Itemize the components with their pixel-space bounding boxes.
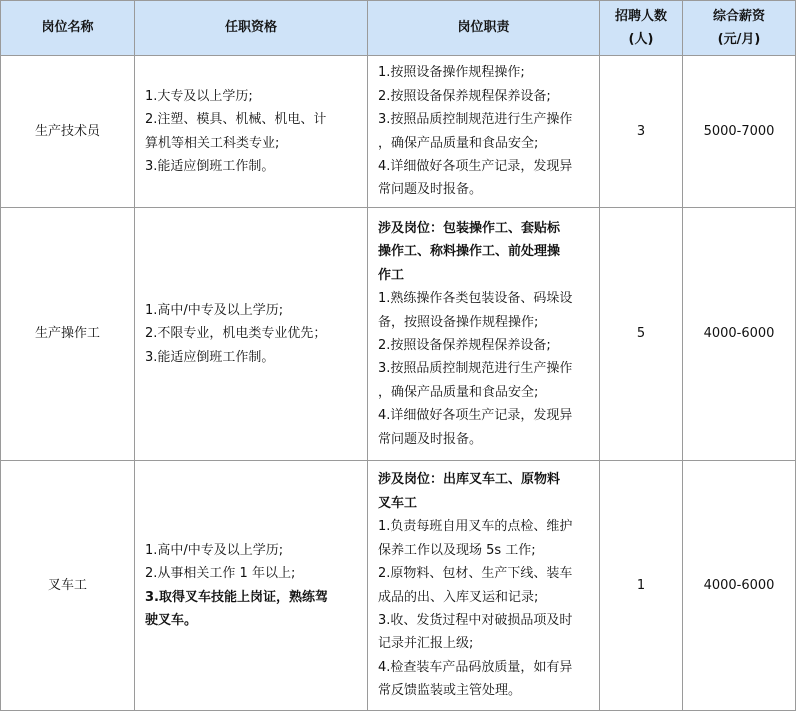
- duties-heading: [378, 468, 593, 515]
- text-line: 3.按照品质控制规范进行生产操作: [378, 361, 573, 377]
- count-cell: 5: [600, 208, 683, 461]
- text-line: 2.按照设备保养规程保养设备;: [378, 88, 551, 104]
- text-line: 操作工、称料操作工、前处理操: [378, 244, 561, 260]
- position-name-cell: 生产技术员: [1, 56, 135, 208]
- duties-list: [378, 515, 593, 702]
- text-line: 算机等相关工科类专业;: [145, 135, 280, 151]
- table-row: [1, 208, 796, 461]
- qualification-cell: [135, 56, 368, 208]
- text-line: 涉及岗位：出库叉车工、原物料: [378, 472, 561, 488]
- text-line: 备，按照设备操作规程操作;: [378, 314, 539, 330]
- text-line: 作工: [378, 267, 405, 283]
- header-count-line2: (人): [628, 32, 654, 47]
- header-position-name: 岗位名称: [1, 1, 135, 56]
- text-line: 4.详细做好各项生产记录，发现异: [378, 158, 573, 174]
- text-line: 叉车工: [378, 495, 418, 511]
- duties-heading: [378, 217, 593, 287]
- text-line: 1.大专及以上学历;: [145, 88, 253, 104]
- text-line: 2.按照设备保养规程保养设备;: [378, 338, 551, 353]
- duties-cell: [368, 461, 600, 711]
- qualification-bold-list: [145, 586, 361, 633]
- text-line: 记录并汇报上级;: [378, 636, 474, 652]
- duties-cell: [368, 56, 600, 208]
- text-line: 保养工作以及现场 5s 工作;: [378, 542, 536, 558]
- text-line: 1.负责每班自用叉车的点检、维护: [378, 519, 573, 535]
- text-line: ，确保产品质量和食品安全;: [378, 384, 539, 400]
- text-line: 2.不限专业，机电类专业优先；: [145, 326, 327, 342]
- header-qualification: 任职资格: [135, 1, 368, 56]
- text-line: 1.按照设备操作规程操作;: [378, 65, 525, 81]
- text-line: 2.注塑、模具、机械、机电、计: [145, 112, 327, 128]
- text-line: 3.能适应倒班工作制。: [145, 158, 275, 174]
- header-duties: 岗位职责: [368, 1, 600, 56]
- text-line: 3.按照品质控制规范进行生产操作: [378, 112, 573, 128]
- text-line: ，确保产品质量和食品安全;: [378, 135, 539, 151]
- text-line: 1.高中/中专及以上学历;: [145, 542, 284, 558]
- count-cell: 3: [600, 56, 683, 208]
- text-line: 常反馈监装或主管处理。: [378, 683, 522, 699]
- header-count-line1: 招聘人数: [614, 8, 667, 24]
- qualification-cell: [135, 461, 368, 711]
- text-line: 4.检查装车产品码放质量，如有异: [378, 659, 573, 675]
- table-row: [1, 461, 796, 711]
- header-salary-line1: 综合薪资: [712, 8, 765, 24]
- count-cell: 1: [600, 461, 683, 711]
- text-line: 成品的出、入库叉运和记录;: [378, 589, 539, 605]
- header-salary: [683, 1, 796, 56]
- salary-cell: 4000-6000: [683, 208, 796, 461]
- header-salary-line2: (元/月): [717, 32, 761, 47]
- duties-list: [378, 61, 593, 201]
- text-line: 3.取得叉车技能上岗证，熟练驾: [145, 589, 328, 605]
- table-header-row: [1, 1, 796, 56]
- text-line: 驶叉车。: [145, 612, 198, 628]
- text-line: 常问题及时报备。: [378, 431, 483, 447]
- duties-cell: [368, 208, 600, 461]
- position-name-cell: 叉车工: [1, 461, 135, 711]
- text-line: 4.详细做好各项生产记录，发现异: [378, 408, 573, 424]
- header-count: [600, 1, 683, 56]
- text-line: 1.熟练操作各类包装设备、码垛设: [378, 291, 573, 307]
- qualification-cell: [135, 208, 368, 461]
- text-line: 1.高中/中专及以上学历;: [145, 302, 284, 318]
- text-line: 3.收、发货过程中对破损品项及时: [378, 612, 573, 628]
- qualification-list: [145, 539, 361, 586]
- text-line: 2.从事相关工作 1 年以上;: [145, 566, 296, 582]
- text-line: 2.原物料、包材、生产下线、装车: [378, 566, 573, 582]
- position-name-cell: 生产操作工: [1, 208, 135, 461]
- salary-cell: 5000-7000: [683, 56, 796, 208]
- table-row: [1, 56, 796, 208]
- text-line: 常问题及时报备。: [378, 182, 483, 198]
- text-line: 3.能适应倒班工作制。: [145, 349, 275, 365]
- text-line: 涉及岗位：包装操作工、套贴标: [378, 220, 561, 236]
- duties-list: [378, 287, 593, 451]
- salary-cell: 4000-6000: [683, 461, 796, 711]
